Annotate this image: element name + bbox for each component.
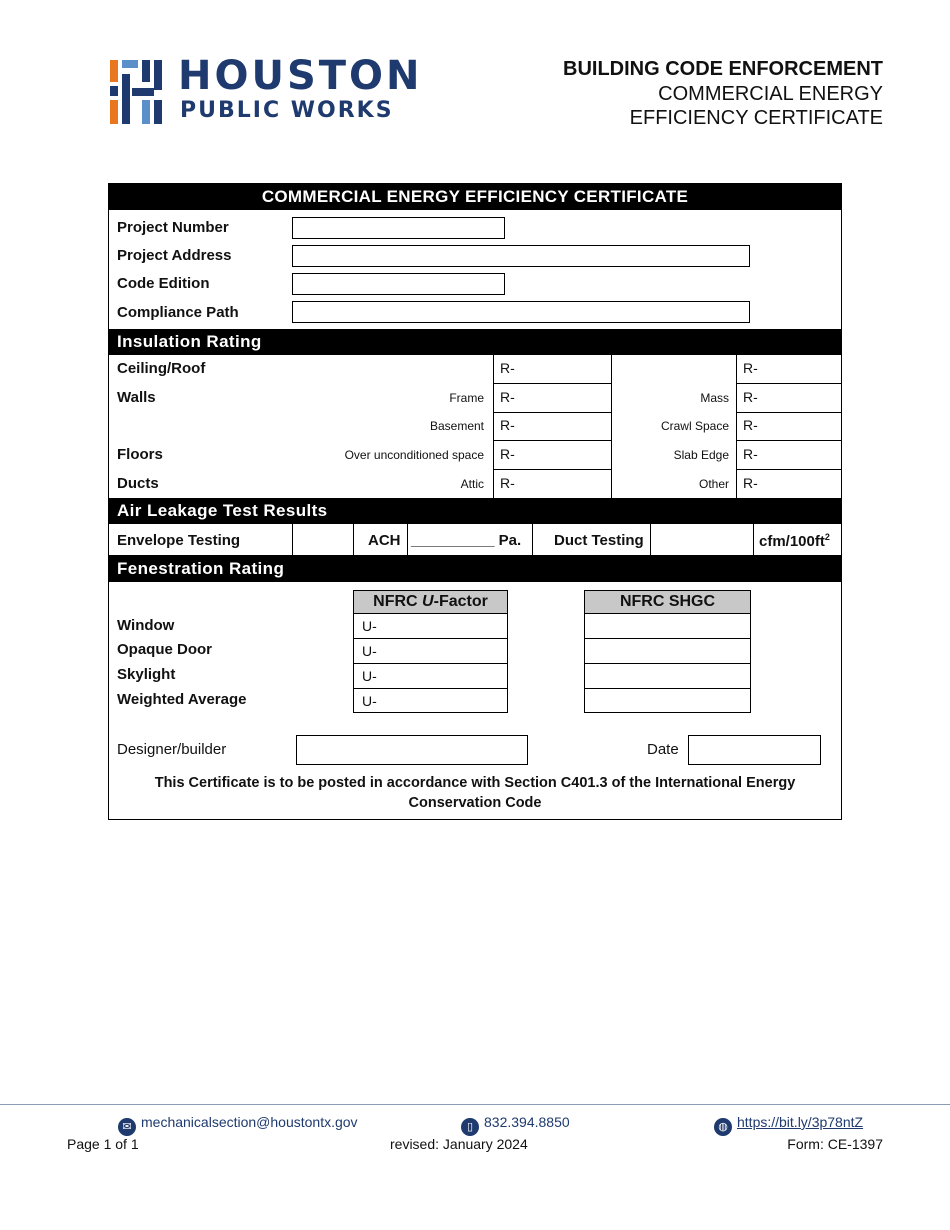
code-edition-label: Code Edition (117, 275, 210, 292)
air-leakage-heading: Air Leakage Test Results (109, 498, 841, 524)
page-number: Page 1 of 1 (67, 1136, 139, 1152)
phone-icon: ▯ (461, 1118, 479, 1136)
basement-label: Basement (429, 419, 484, 433)
form-number: Form: CE-1397 (787, 1136, 883, 1152)
duct-testing-label: Duct Testing (554, 532, 644, 549)
fenestration-rating-heading: Fenestration Rating (109, 556, 841, 582)
cfm-unit-label: cfm/$100ft^2$ (759, 532, 830, 550)
globe-icon: ◍ (714, 1118, 732, 1136)
footer-phone[interactable]: ▯ 832.394.8850 (461, 1114, 570, 1136)
project-address-field[interactable] (292, 245, 750, 267)
skylight-ufactor-field[interactable]: U- (353, 664, 508, 689)
window-shgc-field[interactable] (584, 614, 751, 639)
ceiling-roof-label: Ceiling/Roof (117, 360, 206, 377)
pa-field[interactable]: __________ Pa. (411, 532, 522, 549)
envelope-testing-field[interactable] (293, 525, 352, 554)
mass-r-value[interactable]: R- (743, 389, 758, 405)
form-title: COMMERCIAL ENERGY EFFICIENCY CERTIFICATE (109, 184, 841, 210)
walls-label: Walls (117, 389, 156, 406)
shgc-header: NFRC SHGC (584, 590, 751, 614)
posting-notice: This Certificate is to be posted in accordance with Section C401.3 of the International Energy Conservation Code (154, 775, 796, 811)
frame-label: Frame (449, 391, 484, 405)
project-number-field[interactable] (292, 217, 505, 239)
opaque-door-label: Opaque Door (117, 641, 213, 658)
basement-r-value[interactable]: R- (500, 417, 515, 433)
compliance-path-field[interactable] (292, 301, 750, 323)
designer-builder-field[interactable] (296, 735, 528, 765)
ach-label: ACH (368, 532, 401, 549)
ufactor-header: NFRC U-Factor (353, 590, 508, 614)
other-label: Other (698, 477, 729, 491)
floors-label: Floors (117, 446, 163, 463)
duct-testing-field[interactable] (651, 525, 752, 554)
revised-date: revised: January 2024 (390, 1136, 528, 1152)
over-unconditioned-r-value[interactable]: R- (500, 446, 515, 462)
certificate-form (108, 183, 842, 820)
crawl-space-r-value[interactable]: R- (743, 417, 758, 433)
skylight-label: Skylight (117, 666, 176, 683)
logo-mark-icon (108, 58, 166, 124)
envelope-icon: ✉ (118, 1118, 136, 1136)
mass-label: Mass (700, 391, 729, 405)
weighted-average-ufactor-field[interactable]: U- (353, 689, 508, 713)
over-unconditioned-label: Over unconditioned space (344, 448, 484, 462)
ceiling-r-value-2[interactable]: R- (743, 360, 758, 376)
skylight-shgc-field[interactable] (584, 664, 751, 689)
opaque-door-shgc-field[interactable] (584, 639, 751, 664)
opaque-door-ufactor-field[interactable]: U- (353, 639, 508, 664)
logo-text-houston: HOUSTON (178, 53, 423, 99)
designer-builder-label: Designer/builder (117, 741, 227, 758)
crawl-space-label: Crawl Space (660, 419, 729, 433)
project-number-label: Project Number (117, 219, 229, 236)
code-edition-field[interactable] (292, 273, 505, 295)
header-subtitle-1: COMMERCIAL ENERGY (658, 82, 883, 105)
footer-url[interactable]: ◍ https://bit.ly/3p78ntZ (714, 1114, 863, 1136)
project-address-label: Project Address (117, 247, 232, 264)
attic-r-value[interactable]: R- (500, 475, 515, 491)
date-label: Date (647, 741, 679, 758)
header-title-block (563, 57, 883, 131)
envelope-testing-label: Envelope Testing (117, 532, 241, 549)
frame-r-value[interactable]: R- (500, 389, 515, 405)
ducts-label: Ducts (117, 475, 159, 492)
compliance-path-label: Compliance Path (117, 304, 239, 321)
logo-text-public-works: PUBLIC WORKS (180, 98, 394, 123)
footer-email[interactable]: ✉ mechanicalsection@houstontx.gov (118, 1114, 358, 1136)
attic-label: Attic (460, 477, 484, 491)
houston-public-works-logo (108, 53, 428, 126)
date-field[interactable] (688, 735, 821, 765)
other-r-value[interactable]: R- (743, 475, 758, 491)
footer-divider (0, 1104, 950, 1105)
weighted-average-label: Weighted Average (117, 691, 247, 708)
ceiling-r-value[interactable]: R- (500, 360, 515, 376)
window-ufactor-field[interactable]: U- (353, 614, 508, 639)
weighted-average-shgc-field[interactable] (584, 689, 751, 713)
slab-edge-label: Slab Edge (673, 448, 729, 462)
header-subtitle-2: EFFICIENCY CERTIFICATE (629, 107, 883, 129)
header-dept: BUILDING CODE ENFORCEMENT (563, 58, 883, 80)
insulation-rating-heading: Insulation Rating (109, 329, 841, 355)
slab-edge-r-value[interactable]: R- (743, 446, 758, 462)
window-label: Window (117, 617, 175, 634)
